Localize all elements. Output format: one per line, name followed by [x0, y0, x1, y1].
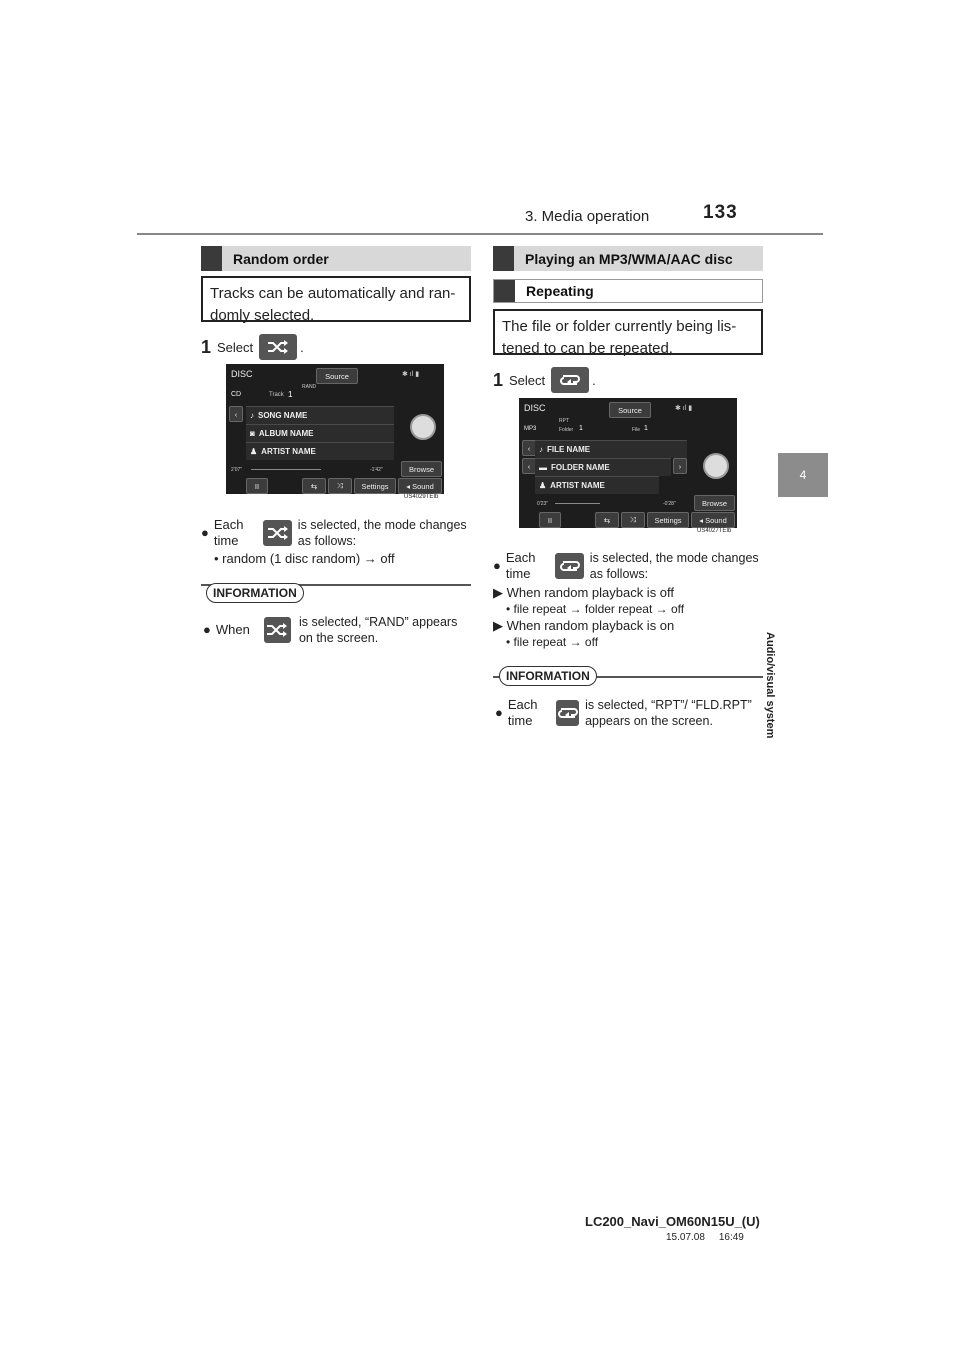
screen-source-label: DISC	[524, 403, 546, 413]
pause-button: II	[246, 478, 268, 494]
step-number: 1	[493, 369, 504, 390]
condition-sequence: • file repeat → off	[506, 635, 599, 649]
track-number: 1	[288, 390, 293, 399]
triangle-marker: ▶	[493, 585, 503, 600]
bullet-text-b: is selected, the mode changes as follows:	[589, 551, 759, 581]
sound-button: ◂ Sound	[398, 478, 442, 494]
artist-row: ♟ ARTIST NAME	[535, 476, 659, 494]
remaining-time: -1'42"	[370, 467, 383, 473]
chapter-label: Audio/visual system	[764, 632, 776, 739]
random-button-icon	[259, 334, 297, 360]
info-text-a: Each time	[507, 697, 538, 728]
screen-disc-cd	[226, 364, 444, 494]
step-number: 1	[201, 336, 212, 357]
file-label: File	[632, 427, 641, 433]
bullet-text-a: Each time	[505, 550, 536, 581]
subsection-title: Repeating	[526, 283, 594, 299]
browse-button: Browse	[694, 495, 735, 511]
step-1-repeat	[493, 367, 596, 393]
folder-number: 1	[579, 425, 583, 432]
mode-indicator: RPT	[559, 418, 569, 424]
header-rule	[137, 233, 823, 235]
condition-text: When random playback is on	[506, 618, 675, 633]
folder-icon: ▬	[539, 463, 547, 472]
section-marker	[493, 246, 514, 271]
info-text-b: is selected, “RAND” appears on the screen.	[298, 615, 458, 645]
bullet-random-mode	[201, 517, 471, 567]
file-number: 1	[644, 425, 648, 432]
intro-text: Tracks can be automatically and ran- domly selected.	[210, 285, 456, 324]
progress-bar	[251, 469, 321, 470]
remaining-time: -0'28"	[663, 501, 676, 507]
subsection-header-repeating	[493, 279, 763, 303]
folder-row: ▬ FOLDER NAME	[535, 458, 671, 476]
condition-text: When random playback is off	[506, 585, 675, 600]
step-text: Select	[217, 339, 254, 355]
step-1-random	[201, 334, 304, 360]
disc-icon	[410, 414, 436, 440]
chapter-number: 4	[799, 468, 807, 482]
subsection-marker	[494, 280, 515, 302]
intro-box-repeat	[493, 309, 763, 355]
header-section-title: 3. Media operation	[525, 208, 650, 225]
prev-arrow: ‹	[229, 406, 243, 422]
sound-button: ◂ Sound	[691, 512, 735, 528]
chapter-tab	[778, 453, 828, 497]
figure-code: US4029TEIb	[404, 494, 439, 500]
info-bullet-marker: ●	[495, 705, 503, 720]
info-repeat	[495, 697, 763, 729]
repeat-button-icon	[556, 700, 579, 726]
screen-source-label: DISC	[231, 369, 253, 379]
section-header-mp3	[493, 246, 763, 271]
browse-button: Browse	[401, 461, 442, 477]
step-period: .	[592, 372, 596, 388]
pause-button: II	[539, 512, 561, 528]
music-note-icon: ♪	[250, 411, 254, 420]
document-timestamp: 15.07.08 16:49	[666, 1232, 744, 1243]
progress-bar	[555, 503, 600, 504]
shuffle-button: ⤨	[621, 512, 645, 528]
prev-arrow: ‹	[522, 440, 536, 456]
shuffle-button: ⤨	[328, 478, 352, 494]
status-icons: ✱ ıl ▮	[402, 371, 420, 378]
folder-prev-arrow: ‹	[522, 458, 536, 474]
bullet-repeat-mode	[493, 550, 763, 582]
step-text: Select	[509, 372, 546, 388]
person-icon: ♟	[250, 447, 258, 456]
document-id: LC200_Navi_OM60N15U_(U)	[585, 1214, 760, 1229]
section-title: Playing an MP3/WMA/AAC disc	[525, 250, 733, 267]
status-icons: ✱ ıl ▮	[675, 405, 693, 412]
intro-text: The file or folder currently being lis- tened to can be repeated.	[502, 318, 737, 357]
source-button: Source	[609, 402, 651, 418]
section-title: Random order	[233, 250, 329, 267]
figure-code: US4027TEIb	[697, 528, 732, 534]
person-icon: ♟	[539, 481, 547, 490]
condition-random-on	[493, 618, 763, 650]
section-marker	[201, 246, 222, 271]
disc-icon	[703, 453, 729, 479]
bullet-text-b: is selected, the mode changes as follows:	[297, 518, 467, 548]
folder-label: Folder	[559, 427, 574, 433]
settings-button: Settings	[647, 512, 689, 528]
random-button-icon	[264, 617, 291, 643]
triangle-marker: ▶	[493, 618, 503, 633]
repeat-button-icon	[551, 367, 589, 393]
mode-indicator: RAND	[302, 384, 317, 390]
album-row: ◙ ALBUM NAME	[246, 424, 394, 442]
artist-row: ♟ ARTIST NAME	[246, 442, 394, 460]
song-row: ♪ SONG NAME	[246, 406, 394, 424]
music-note-icon: ♪	[539, 445, 543, 454]
info-text-b: is selected, “RPT”/ “FLD.RPT” appears on the screen.	[585, 698, 752, 728]
info-random	[203, 614, 471, 646]
intro-box-random	[201, 276, 471, 322]
album-icon: ◙	[250, 429, 255, 438]
condition-sequence: • file repeat → folder repeat → off	[506, 602, 685, 616]
source-button: Source	[316, 368, 358, 384]
bullet-marker: ●	[201, 525, 209, 540]
bullet-text-a: Each time	[213, 517, 244, 548]
info-text-a: When	[215, 622, 250, 637]
step-period: .	[300, 339, 304, 355]
mode-sequence: • random (1 disc random) → off	[214, 551, 395, 566]
info-bullet-marker: ●	[203, 622, 211, 637]
folder-next-arrow: ›	[673, 458, 687, 474]
settings-button: Settings	[354, 478, 396, 494]
screen-disc-mp3	[519, 398, 737, 528]
information-label: INFORMATION	[499, 666, 597, 686]
page-number: 133	[703, 202, 738, 223]
track-label: Track	[269, 392, 284, 398]
chapter-label-container	[764, 508, 797, 739]
file-row: ♪ FILE NAME	[535, 440, 687, 458]
repeat-button: ⇆	[595, 512, 619, 528]
repeat-button-icon	[555, 553, 584, 579]
random-button-icon	[263, 520, 292, 546]
media-label: MP3	[524, 426, 537, 432]
repeat-button: ⇆	[302, 478, 326, 494]
condition-random-off	[493, 585, 763, 617]
bullet-marker: ●	[493, 558, 501, 573]
section-header-random	[201, 246, 471, 271]
media-label: CD	[231, 391, 242, 398]
elapsed-time: 2'07"	[231, 467, 243, 473]
elapsed-time: 0'23"	[537, 501, 549, 507]
information-label: INFORMATION	[206, 583, 304, 603]
